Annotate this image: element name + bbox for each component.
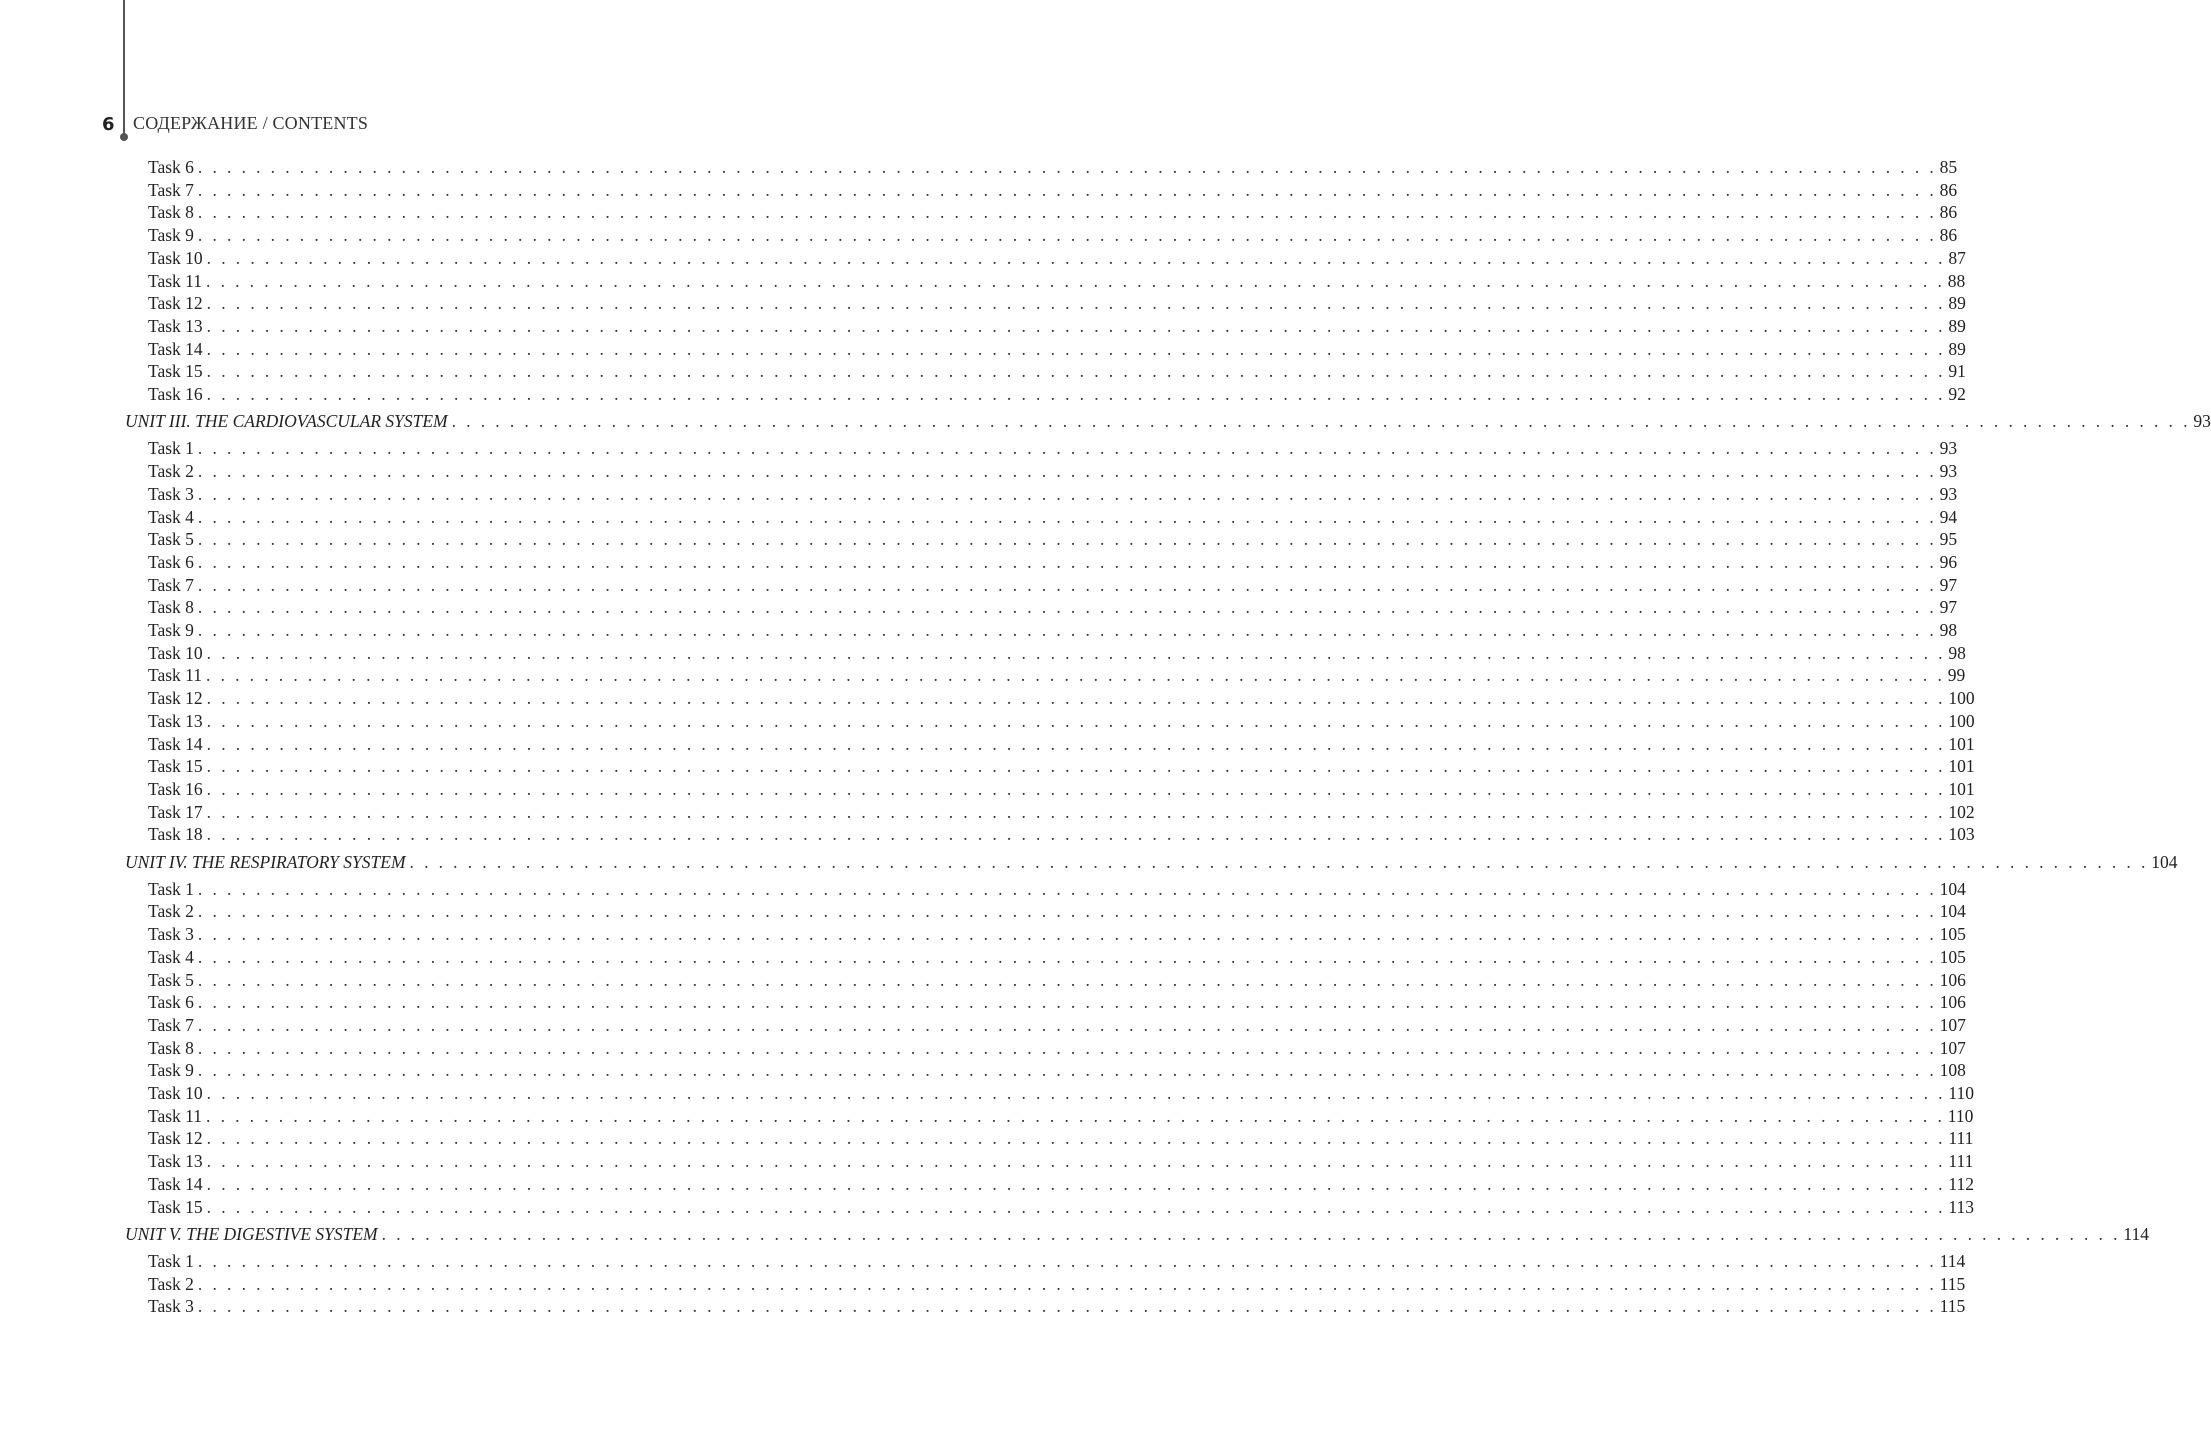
toc-entry-label: Task 16	[148, 778, 203, 799]
page-number: 6	[102, 114, 115, 135]
toc-entry-label: Task 14	[148, 1173, 203, 1194]
toc-entry-label: Task 12	[148, 293, 203, 314]
dot-leader: . . . . . . . . . . . . . . . . . . . . . . . . . . . . . . . . . . . . . . . . . . . . . . . . . . . . . . . . . . . . . . . . . . . . . . . . . . . . . . . . . . . . . . . . . . . . . . . . . . . . . . . . . . . . . . . . . . . . . . . .	[451, 411, 2191, 432]
toc-entry-label: Task 7	[148, 179, 194, 200]
toc-entry-page: 104	[1939, 878, 1966, 899]
toc-entry-page: 92	[1948, 384, 1966, 404]
dot-leader: . . . . . . . . . . . . . . . . . . . . . . . . . . . . . . . . . . . . . . . . . . . . . . . . . . . . . . . . . . . . . . . . . . . . . . . . . . . . . . . . . . . . . . . . . . . . . . . . . . . . . . . . . . . . . . . . . . . . . . . .	[206, 315, 1946, 336]
toc-task-entry	[148, 1196, 1975, 1218]
toc-entry-label: UNIT V. THE DIGESTIVE SYSTEM	[125, 1223, 378, 1244]
toc-entry-page: 100	[1948, 688, 1975, 709]
toc-entry-page: 106	[1939, 992, 1966, 1013]
toc-entry-label: Task 13	[148, 710, 203, 731]
toc-entry-page: 88	[1947, 270, 1966, 291]
toc-entry-page: 108	[1939, 1060, 1966, 1081]
dot-leader: . . . . . . . . . . . . . . . . . . . . . . . . . . . . . . . . . . . . . . . . . . . . . . . . . . . . . . . . . . . . . . . . . . . . . . . . . . . . . . . . . . . . . . . . . . . . . . . . . . . . . . . . . . . . . . . . . . . . . . . .	[206, 1173, 1946, 1194]
toc-entry-page: 111	[1948, 1151, 1974, 1172]
toc-entry-page: 86	[1939, 179, 1958, 200]
dot-leader: . . . . . . . . . . . . . . . . . . . . . . . . . . . . . . . . . . . . . . . . . . . . . . . . . . . . . . . . . . . . . . . . . . . . . . . . . . . . . . . . . . . . . . . . . . . . . . . . . . . . . . . . . . . . . . . . . . . . . . . .	[197, 1037, 1937, 1058]
toc-entry-label: Task 16	[148, 384, 203, 404]
toc-entry-page: 105	[1939, 924, 1966, 945]
toc-entry-page: 97	[1939, 597, 1958, 618]
dot-leader: . . . . . . . . . . . . . . . . . . . . . . . . . . . . . . . . . . . . . . . . . . . . . . . . . . . . . . . . . . . . . . . . . . . . . . . . . . . . . . . . . . . . . . . . . . . . . . . . . . . . . . . . . . . . . . . . . . . . . . . .	[197, 969, 1937, 990]
toc-entry-page: 86	[1939, 202, 1958, 223]
margin-rule	[123, 0, 125, 135]
toc-entry-label: Task 8	[148, 202, 194, 223]
toc-entry-label: Task 13	[148, 315, 203, 336]
toc-task-entry	[148, 1037, 1966, 1059]
toc-entry-label: Task 6	[148, 551, 194, 572]
dot-leader: . . . . . . . . . . . . . . . . . . . . . . . . . . . . . . . . . . . . . . . . . . . . . . . . . . . . . . . . . . . . . . . . . . . . . . . . . . . . . . . . . . . . . . . . . . . . . . . . . . . . . . . . . . . . . . . . . . . . . . . .	[206, 293, 1946, 314]
toc-entry-page: 85	[1939, 157, 1958, 177]
toc-entry-label: Task 2	[148, 461, 194, 482]
toc-entry-page: 106	[1939, 969, 1966, 990]
toc-entry-page: 107	[1939, 1037, 1966, 1058]
dot-leader: . . . . . . . . . . . . . . . . . . . . . . . . . . . . . . . . . . . . . . . . . . . . . . . . . . . . . . . . . . . . . . . . . . . . . . . . . . . . . . . . . . . . . . . . . . . . . . . . . . . . . . . . . . . . . . . . . . . . . . . .	[206, 801, 1946, 822]
toc-task-entry	[148, 823, 1975, 845]
dot-leader: . . . . . . . . . . . . . . . . . . . . . . . . . . . . . . . . . . . . . . . . . . . . . . . . . . . . . . . . . . . . . . . . . . . . . . . . . . . . . . . . . . . . . . . . . . . . . . . . . . . . . . . . . . . . . . . . . . . . . . . .	[197, 202, 1937, 223]
toc-entry-page: 96	[1939, 551, 1958, 572]
dot-leader: . . . . . . . . . . . . . . . . . . . . . . . . . . . . . . . . . . . . . . . . . . . . . . . . . . . . . . . . . . . . . . . . . . . . . . . . . . . . . . . . . . . . . . . . . . . . . . . . . . . . . . . . . . . . . . . . . . . . . . . .	[197, 620, 1937, 640]
toc-entry-page: 100	[1948, 710, 1975, 731]
toc-entry-label: Task 12	[148, 1128, 203, 1149]
toc-entry-label: Task 6	[148, 157, 194, 177]
dot-leader: . . . . . . . . . . . . . . . . . . . . . . . . . . . . . . . . . . . . . . . . . . . . . . . . . . . . . . . . . . . . . . . . . . . . . . . . . . . . . . . . . . . . . . . . . . . . . . . . . . . . . . . . . . . . . . . . . . . . . . . .	[206, 247, 1946, 268]
toc-entry-page: 89	[1948, 315, 1966, 336]
toc-entry-page: 115	[1939, 1273, 1966, 1294]
toc-task-entry	[148, 179, 1958, 201]
toc-entry-page: 101	[1948, 778, 1975, 799]
toc-entry-page: 111	[1948, 1128, 1974, 1149]
toc-entry-label: Task 11	[148, 665, 203, 686]
toc-task-entry	[148, 247, 1966, 269]
toc-entry-label: Task 3	[148, 924, 194, 945]
toc-task-entry	[148, 201, 1958, 223]
dot-leader: . . . . . . . . . . . . . . . . . . . . . . . . . . . . . . . . . . . . . . . . . . . . . . . . . . . . . . . . . . . . . . . . . . . . . . . . . . . . . . . . . . . . . . . . . . . . . . . . . . . . . . . . . . . . . . . . . . . . . . . .	[197, 878, 1937, 899]
toc-task-entry	[148, 969, 1966, 991]
toc-entry-page: 105	[1939, 946, 1966, 967]
toc-task-entry	[148, 1173, 1975, 1195]
toc-entry-label: Task 1	[148, 878, 194, 899]
toc-entry-page: 93	[2193, 411, 2211, 432]
toc-entry-label: Task 15	[148, 361, 203, 382]
running-header: СОДЕРЖАНИЕ / CONTENTS	[133, 113, 369, 133]
dot-leader: . . . . . . . . . . . . . . . . . . . . . . . . . . . . . . . . . . . . . . . . . . . . . . . . . . . . . . . . . . . . . . . . . . . . . . . . . . . . . . . . . . . . . . . . . . . . . . . . . . . . . . . . . . . . . . . . . . . . . . . .	[197, 157, 1937, 177]
toc-task-entry	[148, 778, 1975, 800]
toc-task-entry	[148, 1105, 1974, 1127]
dot-leader: . . . . . . . . . . . . . . . . . . . . . . . . . . . . . . . . . . . . . . . . . . . . . . . . . . . . . . . . . . . . . . . . . . . . . . . . . . . . . . . . . . . . . . . . . . . . . . . . . . . . . . . . . . . . . . . . . . . . . . . .	[197, 225, 1937, 246]
dot-leader: . . . . . . . . . . . . . . . . . . . . . . . . . . . . . . . . . . . . . . . . . . . . . . . . . . . . . . . . . . . . . . . . . . . . . . . . . . . . . . . . . . . . . . . . . . . . . . . . . . . . . . . . . . . . . . . . . . . . . . . .	[206, 733, 1946, 754]
dot-leader: . . . . . . . . . . . . . . . . . . . . . . . . . . . . . . . . . . . . . . . . . . . . . . . . . . . . . . . . . . . . . . . . . . . . . . . . . . . . . . . . . . . . . . . . . . . . . . . . . . . . . . . . . . . . . . . . . . . . . . . .	[206, 338, 1946, 359]
toc-entry-page: 91	[1948, 361, 1966, 382]
toc-entry-page: 101	[1948, 733, 1975, 754]
toc-entry-page: 87	[1948, 247, 1966, 268]
toc-unit-entry	[125, 410, 2211, 432]
toc-entry-label: Task 11	[148, 1105, 203, 1126]
margin-rule-dot	[120, 133, 128, 141]
toc-task-entry	[148, 1082, 1975, 1104]
dot-leader: . . . . . . . . . . . . . . . . . . . . . . . . . . . . . . . . . . . . . . . . . . . . . . . . . . . . . . . . . . . . . . . . . . . . . . . . . . . . . . . . . . . . . . . . . . . . . . . . . . . . . . . . . . . . . . . . . . . . . . . .	[197, 992, 1937, 1013]
toc-entry-page: 101	[1948, 756, 1975, 777]
toc-entry-label: UNIT III. THE CARDIOVASCULAR SYSTEM	[125, 411, 448, 432]
toc-entry-label: Task 3	[148, 1296, 194, 1317]
dot-leader: . . . . . . . . . . . . . . . . . . . . . . . . . . . . . . . . . . . . . . . . . . . . . . . . . . . . . . . . . . . . . . . . . . . . . . . . . . . . . . . . . . . . . . . . . . . . . . . . . . . . . . . . . . . . . . . . . . . . . . . .	[206, 1128, 1946, 1149]
toc-entry-page: 93	[1939, 483, 1958, 504]
toc-task-entry	[148, 574, 1958, 596]
toc-entry-page: 115	[1939, 1296, 1966, 1317]
toc-entry-label: Task 9	[148, 225, 194, 246]
toc-entry-page: 110	[1948, 1083, 1975, 1103]
toc-entry-label: Task 9	[148, 1060, 194, 1081]
toc-task-entry	[148, 1127, 1974, 1149]
toc-task-entry	[148, 642, 1966, 664]
toc-task-entry	[148, 991, 1966, 1013]
toc-entry-label: Task 1	[148, 438, 194, 459]
toc-entry-label: Task 8	[148, 1037, 194, 1058]
toc-task-entry	[148, 315, 1966, 337]
dot-leader: . . . . . . . . . . . . . . . . . . . . . . . . . . . . . . . . . . . . . . . . . . . . . . . . . . . . . . . . . . . . . . . . . . . . . . . . . . . . . . . . . . . . . . . . . . . . . . . . . . . . . . . . . . . . . . . . . . . . . . . .	[197, 1014, 1937, 1035]
dot-leader: . . . . . . . . . . . . . . . . . . . . . . . . . . . . . . . . . . . . . . . . . . . . . . . . . . . . . . . . . . . . . . . . . . . . . . . . . . . . . . . . . . . . . . . . . . . . . . . . . . . . . . . . . . . . . . . . . . . . . . . .	[197, 1273, 1937, 1294]
dot-leader: . . . . . . . . . . . . . . . . . . . . . . . . . . . . . . . . . . . . . . . . . . . . . . . . . . . . . . . . . . . . . . . . . . . . . . . . . . . . . . . . . . . . . . . . . . . . . . . . . . . . . . . . . . . . . . . . . . . . . . . .	[206, 270, 1945, 291]
toc-entry-label: Task 4	[148, 506, 194, 527]
toc-task-entry	[148, 923, 1966, 945]
toc-entry-page: 114	[1939, 1250, 1966, 1271]
toc-entry-page: 112	[1948, 1173, 1975, 1194]
dot-leader: . . . . . . . . . . . . . . . . . . . . . . . . . . . . . . . . . . . . . . . . . . . . . . . . . . . . . . . . . . . . . . . . . . . . . . . . . . . . . . . . . . . . . . . . . . . . . . . . . . . . . . . . . . . . . . . . . . . . . . . .	[197, 574, 1937, 595]
toc-task-entry	[148, 687, 1975, 709]
toc-entry-label: Task 11	[148, 270, 203, 291]
dot-leader: . . . . . . . . . . . . . . . . . . . . . . . . . . . . . . . . . . . . . . . . . . . . . . . . . . . . . . . . . . . . . . . . . . . . . . . . . . . . . . . . . . . . . . . . . . . . . . . . . . . . . . . . . . . . . . . . . . . . . . . .	[381, 1223, 2121, 1244]
toc-task-entry	[148, 156, 1958, 178]
toc-task-entry	[148, 900, 1966, 922]
dot-leader: . . . . . . . . . . . . . . . . . . . . . . . . . . . . . . . . . . . . . . . . . . . . . . . . . . . . . . . . . . . . . . . . . . . . . . . . . . . . . . . . . . . . . . . . . . . . . . . . . . . . . . . . . . . . . . . . . . . . . . . .	[206, 1083, 1946, 1103]
toc-task-entry	[148, 224, 1958, 246]
dot-leader: . . . . . . . . . . . . . . . . . . . . . . . . . . . . . . . . . . . . . . . . . . . . . . . . . . . . . . . . . . . . . . . . . . . . . . . . . . . . . . . . . . . . . . . . . . . . . . . . . . . . . . . . . . . . . . . . . . . . . . . .	[197, 901, 1937, 922]
toc-entry-page: 97	[1939, 574, 1958, 595]
toc-entry-label: Task 6	[148, 992, 194, 1013]
toc-unit-entry	[125, 851, 2178, 873]
toc-task-entry	[148, 1014, 1966, 1036]
dot-leader: . . . . . . . . . . . . . . . . . . . . . . . . . . . . . . . . . . . . . . . . . . . . . . . . . . . . . . . . . . . . . . . . . . . . . . . . . . . . . . . . . . . . . . . . . . . . . . . . . . . . . . . . . . . . . . . . . . . . . . . .	[197, 1296, 1937, 1317]
toc-task-entry	[148, 1273, 1966, 1295]
toc-entry-label: Task 15	[148, 756, 203, 777]
toc-entry-label: Task 2	[148, 1273, 194, 1294]
toc-entry-page: 107	[1939, 1014, 1966, 1035]
toc-entry-label: Task 5	[148, 969, 194, 990]
toc-entry-label: Task 2	[148, 901, 194, 922]
dot-leader: . . . . . . . . . . . . . . . . . . . . . . . . . . . . . . . . . . . . . . . . . . . . . . . . . . . . . . . . . . . . . . . . . . . . . . . . . . . . . . . . . . . . . . . . . . . . . . . . . . . . . . . . . . . . . . . . . . . . . . . .	[206, 824, 1946, 845]
toc-entry-page: 93	[1939, 438, 1958, 459]
toc-entry-label: Task 9	[148, 620, 194, 640]
toc-entry-label: Task 17	[148, 801, 203, 822]
toc-entry-page: 89	[1948, 338, 1966, 359]
toc-entry-label: Task 10	[148, 1083, 203, 1103]
toc-task-entry	[148, 360, 1966, 382]
dot-leader: . . . . . . . . . . . . . . . . . . . . . . . . . . . . . . . . . . . . . . . . . . . . . . . . . . . . . . . . . . . . . . . . . . . . . . . . . . . . . . . . . . . . . . . . . . . . . . . . . . . . . . . . . . . . . . . . . . . . . . . .	[206, 1105, 1945, 1126]
toc-entry-page: 98	[1939, 620, 1958, 640]
dot-leader: . . . . . . . . . . . . . . . . . . . . . . . . . . . . . . . . . . . . . . . . . . . . . . . . . . . . . . . . . . . . . . . . . . . . . . . . . . . . . . . . . . . . . . . . . . . . . . . . . . . . . . . . . . . . . . . . . . . . . . . .	[206, 665, 1945, 686]
toc-entry-page: 86	[1939, 225, 1958, 246]
dot-leader: . . . . . . . . . . . . . . . . . . . . . . . . . . . . . . . . . . . . . . . . . . . . . . . . . . . . . . . . . . . . . . . . . . . . . . . . . . . . . . . . . . . . . . . . . . . . . . . . . . . . . . . . . . . . . . . . . . . . . . . .	[409, 851, 2149, 872]
toc-task-entry	[148, 460, 1958, 482]
toc-entry-page: 93	[1939, 461, 1958, 482]
dot-leader: . . . . . . . . . . . . . . . . . . . . . . . . . . . . . . . . . . . . . . . . . . . . . . . . . . . . . . . . . . . . . . . . . . . . . . . . . . . . . . . . . . . . . . . . . . . . . . . . . . . . . . . . . . . . . . . . . . . . . . . .	[197, 1250, 1937, 1271]
toc-entry-page: 114	[2123, 1223, 2149, 1244]
toc-task-entry	[148, 878, 1966, 900]
dot-leader: . . . . . . . . . . . . . . . . . . . . . . . . . . . . . . . . . . . . . . . . . . . . . . . . . . . . . . . . . . . . . . . . . . . . . . . . . . . . . . . . . . . . . . . . . . . . . . . . . . . . . . . . . . . . . . . . . . . . . . . .	[206, 1151, 1946, 1172]
dot-leader: . . . . . . . . . . . . . . . . . . . . . . . . . . . . . . . . . . . . . . . . . . . . . . . . . . . . . . . . . . . . . . . . . . . . . . . . . . . . . . . . . . . . . . . . . . . . . . . . . . . . . . . . . . . . . . . . . . . . . . . .	[206, 384, 1946, 404]
toc-entry-label: Task 1	[148, 1250, 194, 1271]
toc-task-entry	[148, 270, 1966, 292]
toc-entry-page: 104	[2151, 851, 2178, 872]
toc-task-entry	[148, 755, 1975, 777]
toc-task-entry	[148, 551, 1958, 573]
dot-leader: . . . . . . . . . . . . . . . . . . . . . . . . . . . . . . . . . . . . . . . . . . . . . . . . . . . . . . . . . . . . . . . . . . . . . . . . . . . . . . . . . . . . . . . . . . . . . . . . . . . . . . . . . . . . . . . . . . . . . . . .	[197, 946, 1937, 967]
dot-leader: . . . . . . . . . . . . . . . . . . . . . . . . . . . . . . . . . . . . . . . . . . . . . . . . . . . . . . . . . . . . . . . . . . . . . . . . . . . . . . . . . . . . . . . . . . . . . . . . . . . . . . . . . . . . . . . . . . . . . . . .	[197, 483, 1937, 504]
toc-task-entry	[148, 801, 1975, 823]
toc-task-entry	[148, 619, 1958, 641]
toc-task-entry	[148, 1295, 1966, 1317]
toc-entry-page: 103	[1948, 824, 1975, 845]
toc-entry-page: 94	[1939, 506, 1958, 527]
toc-task-entry	[148, 946, 1966, 968]
dot-leader: . . . . . . . . . . . . . . . . . . . . . . . . . . . . . . . . . . . . . . . . . . . . . . . . . . . . . . . . . . . . . . . . . . . . . . . . . . . . . . . . . . . . . . . . . . . . . . . . . . . . . . . . . . . . . . . . . . . . . . . .	[197, 179, 1937, 200]
dot-leader: . . . . . . . . . . . . . . . . . . . . . . . . . . . . . . . . . . . . . . . . . . . . . . . . . . . . . . . . . . . . . . . . . . . . . . . . . . . . . . . . . . . . . . . . . . . . . . . . . . . . . . . . . . . . . . . . . . . . . . . .	[197, 461, 1937, 482]
dot-leader: . . . . . . . . . . . . . . . . . . . . . . . . . . . . . . . . . . . . . . . . . . . . . . . . . . . . . . . . . . . . . . . . . . . . . . . . . . . . . . . . . . . . . . . . . . . . . . . . . . . . . . . . . . . . . . . . . . . . . . . .	[197, 438, 1937, 459]
toc-task-entry	[148, 528, 1958, 550]
dot-leader: . . . . . . . . . . . . . . . . . . . . . . . . . . . . . . . . . . . . . . . . . . . . . . . . . . . . . . . . . . . . . . . . . . . . . . . . . . . . . . . . . . . . . . . . . . . . . . . . . . . . . . . . . . . . . . . . . . . . . . . .	[206, 710, 1946, 731]
toc-task-entry	[148, 383, 1966, 405]
dot-leader: . . . . . . . . . . . . . . . . . . . . . . . . . . . . . . . . . . . . . . . . . . . . . . . . . . . . . . . . . . . . . . . . . . . . . . . . . . . . . . . . . . . . . . . . . . . . . . . . . . . . . . . . . . . . . . . . . . . . . . . .	[206, 361, 1946, 382]
toc-entry-label: Task 13	[148, 1151, 203, 1172]
toc-entry-label: Task 7	[148, 574, 194, 595]
toc-entry-page: 102	[1948, 801, 1975, 822]
toc-entry-label: Task 4	[148, 946, 194, 967]
dot-leader: . . . . . . . . . . . . . . . . . . . . . . . . . . . . . . . . . . . . . . . . . . . . . . . . . . . . . . . . . . . . . . . . . . . . . . . . . . . . . . . . . . . . . . . . . . . . . . . . . . . . . . . . . . . . . . . . . . . . . . . .	[206, 756, 1946, 777]
toc-entry-label: Task 12	[148, 688, 203, 709]
toc-task-entry	[148, 506, 1958, 528]
dot-leader: . . . . . . . . . . . . . . . . . . . . . . . . . . . . . . . . . . . . . . . . . . . . . . . . . . . . . . . . . . . . . . . . . . . . . . . . . . . . . . . . . . . . . . . . . . . . . . . . . . . . . . . . . . . . . . . . . . . . . . . .	[206, 1196, 1946, 1217]
toc-entry-page: 113	[1948, 1196, 1975, 1217]
toc-entry-page: 89	[1948, 293, 1966, 314]
toc-entry-label: Task 3	[148, 483, 194, 504]
dot-leader: . . . . . . . . . . . . . . . . . . . . . . . . . . . . . . . . . . . . . . . . . . . . . . . . . . . . . . . . . . . . . . . . . . . . . . . . . . . . . . . . . . . . . . . . . . . . . . . . . . . . . . . . . . . . . . . . . . . . . . . .	[206, 642, 1946, 663]
toc-task-entry	[148, 483, 1958, 505]
toc-task-entry	[148, 664, 1966, 686]
toc-entry-label: Task 8	[148, 597, 194, 618]
dot-leader: . . . . . . . . . . . . . . . . . . . . . . . . . . . . . . . . . . . . . . . . . . . . . . . . . . . . . . . . . . . . . . . . . . . . . . . . . . . . . . . . . . . . . . . . . . . . . . . . . . . . . . . . . . . . . . . . . . . . . . . .	[197, 506, 1937, 527]
toc-entry-label: UNIT IV. THE RESPIRATORY SYSTEM	[125, 851, 406, 872]
toc-entry-label: Task 18	[148, 824, 203, 845]
toc-entry-label: Task 7	[148, 1014, 194, 1035]
toc-entry-page: 99	[1947, 665, 1966, 686]
toc-task-entry	[148, 292, 1966, 314]
toc-unit-entry	[125, 1223, 2149, 1245]
toc-entry-label: Task 14	[148, 733, 203, 754]
toc-task-entry	[148, 1059, 1966, 1081]
dot-leader: . . . . . . . . . . . . . . . . . . . . . . . . . . . . . . . . . . . . . . . . . . . . . . . . . . . . . . . . . . . . . . . . . . . . . . . . . . . . . . . . . . . . . . . . . . . . . . . . . . . . . . . . . . . . . . . . . . . . . . . .	[197, 1060, 1937, 1081]
toc-entry-page: 98	[1948, 642, 1966, 663]
dot-leader: . . . . . . . . . . . . . . . . . . . . . . . . . . . . . . . . . . . . . . . . . . . . . . . . . . . . . . . . . . . . . . . . . . . . . . . . . . . . . . . . . . . . . . . . . . . . . . . . . . . . . . . . . . . . . . . . . . . . . . . .	[197, 529, 1937, 550]
dot-leader: . . . . . . . . . . . . . . . . . . . . . . . . . . . . . . . . . . . . . . . . . . . . . . . . . . . . . . . . . . . . . . . . . . . . . . . . . . . . . . . . . . . . . . . . . . . . . . . . . . . . . . . . . . . . . . . . . . . . . . . .	[197, 597, 1937, 618]
dot-leader: . . . . . . . . . . . . . . . . . . . . . . . . . . . . . . . . . . . . . . . . . . . . . . . . . . . . . . . . . . . . . . . . . . . . . . . . . . . . . . . . . . . . . . . . . . . . . . . . . . . . . . . . . . . . . . . . . . . . . . . .	[197, 551, 1937, 572]
toc-task-entry	[148, 710, 1975, 732]
toc-task-entry	[148, 1250, 1966, 1272]
dot-leader: . . . . . . . . . . . . . . . . . . . . . . . . . . . . . . . . . . . . . . . . . . . . . . . . . . . . . . . . . . . . . . . . . . . . . . . . . . . . . . . . . . . . . . . . . . . . . . . . . . . . . . . . . . . . . . . . . . . . . . . .	[206, 778, 1946, 799]
toc-task-entry	[148, 338, 1966, 360]
dot-leader: . . . . . . . . . . . . . . . . . . . . . . . . . . . . . . . . . . . . . . . . . . . . . . . . . . . . . . . . . . . . . . . . . . . . . . . . . . . . . . . . . . . . . . . . . . . . . . . . . . . . . . . . . . . . . . . . . . . . . . . .	[206, 688, 1946, 709]
toc-entry-label: Task 15	[148, 1196, 203, 1217]
toc-task-entry	[148, 733, 1975, 755]
toc-entry-label: Task 10	[148, 642, 203, 663]
toc-entry-page: 104	[1939, 901, 1966, 922]
toc-entry-page: 110	[1947, 1105, 1974, 1126]
toc-entry-label: Task 10	[148, 247, 203, 268]
toc-entry-page: 95	[1939, 529, 1958, 550]
toc-entry-label: Task 14	[148, 338, 203, 359]
toc-task-entry	[148, 437, 1958, 459]
toc-entry-label: Task 5	[148, 529, 194, 550]
dot-leader: . . . . . . . . . . . . . . . . . . . . . . . . . . . . . . . . . . . . . . . . . . . . . . . . . . . . . . . . . . . . . . . . . . . . . . . . . . . . . . . . . . . . . . . . . . . . . . . . . . . . . . . . . . . . . . . . . . . . . . . .	[197, 924, 1937, 945]
toc-task-entry	[148, 1150, 1974, 1172]
toc-task-entry	[148, 596, 1958, 618]
